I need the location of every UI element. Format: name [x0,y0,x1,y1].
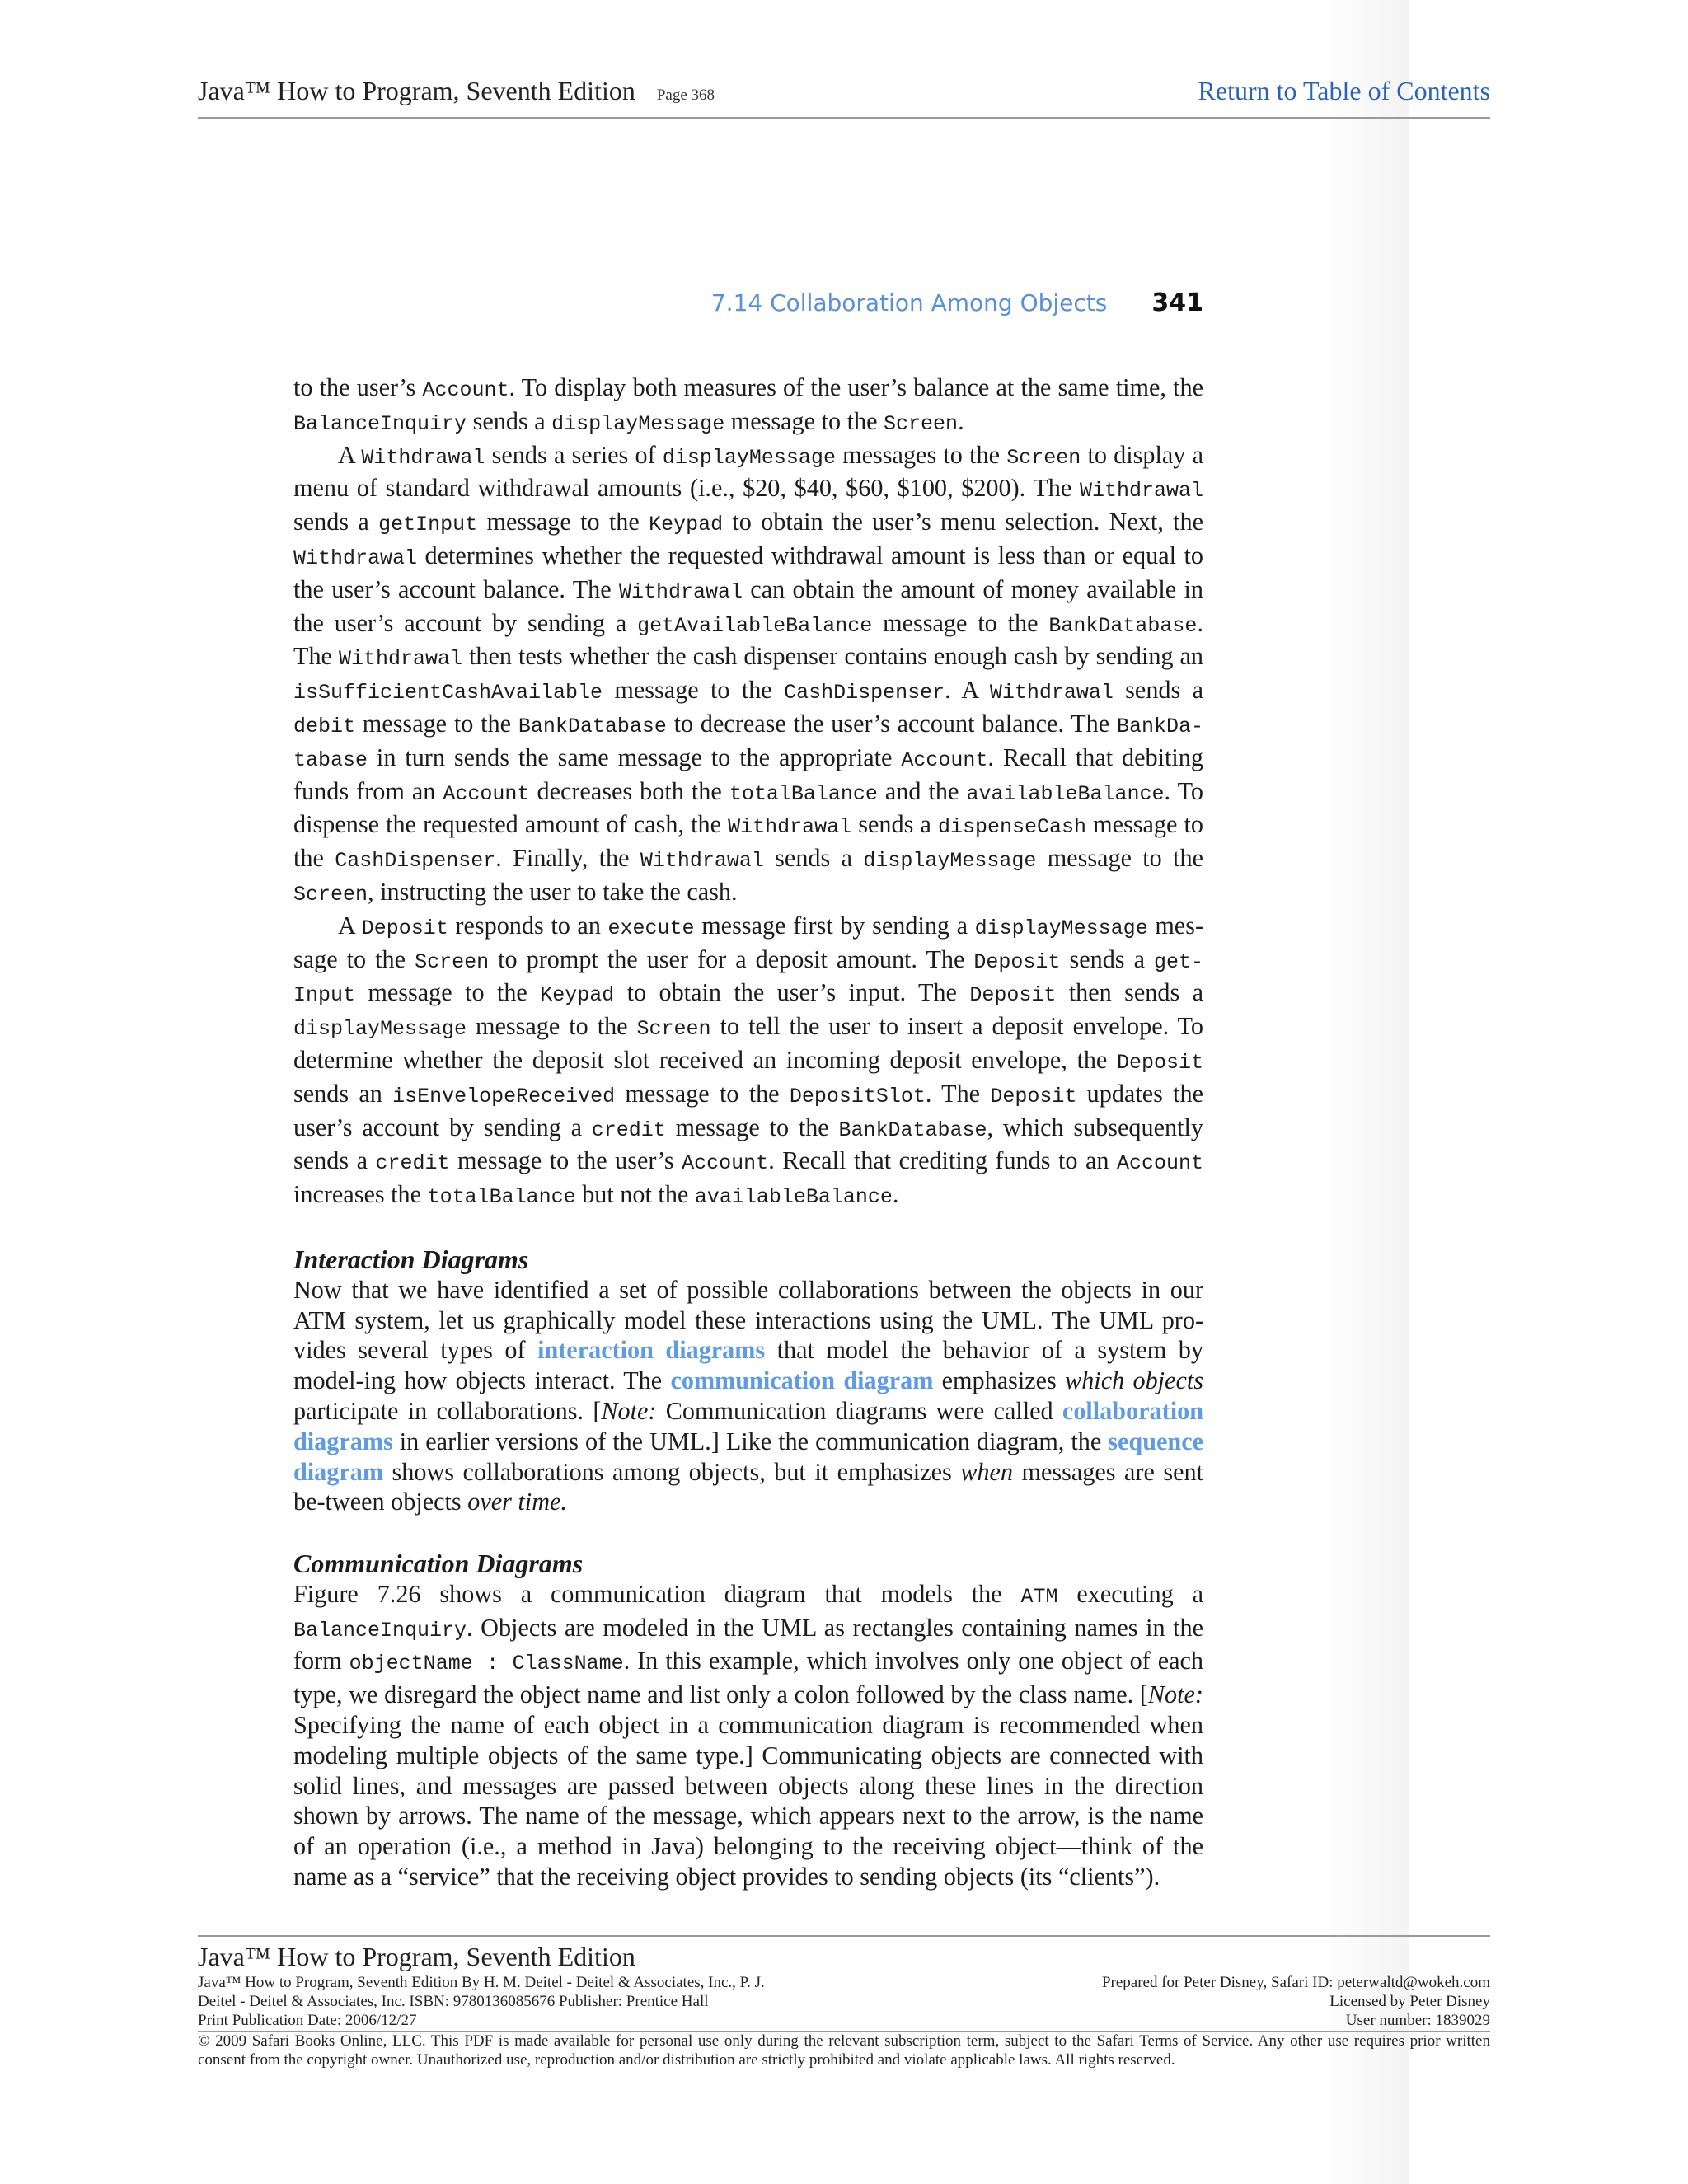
code-term: Deposit [969,983,1057,1008]
code-term: Screen [884,411,959,436]
code-term: Deposit [1116,1050,1203,1075]
text-run: Figure 7.26 shows a communication diagram that models the [293,1579,1021,1608]
text-run: increases the [293,1180,428,1209]
text-run: . The [925,1079,991,1108]
code-term: Withdrawal [293,546,418,570]
footer-prepared-for: Prepared for Peter Disney, Safari ID: peterwaltd@wokeh.com [1101,1974,1490,1991]
code-term: Account [682,1151,769,1176]
code-term: credit [591,1118,666,1142]
text-run: shows collaborations among objects, but it emphasizes [383,1457,961,1486]
text-run: in earlier versions of the UML.] Like the communication diagram, the [392,1427,1109,1455]
code-term: getAvailableBalance [637,613,873,638]
text-run: . The [293,608,1203,671]
text-run: sends a [763,844,864,873]
emphasis: when [960,1457,1013,1486]
paragraph [293,1275,1203,1517]
text-run: to tell the user to insert a deposit envelope. To determine whether the deposit slot received an incoming deposit envelope, the [293,1012,1203,1074]
code-term: BankDatabase [1048,613,1198,638]
emphasis: Note: [1147,1680,1203,1709]
text-run: . To display both measures of the user’s balance at the same time, the [509,373,1203,401]
text-run: sends a series of [485,440,663,469]
code-term: availableBalance [694,1185,893,1210]
footer-title: Java™ How to Program, Seventh Edition [198,1942,635,1971]
text-run: . [892,1180,899,1209]
key-term: interaction diagrams [537,1336,766,1365]
code-term: Screen [415,949,490,974]
text-run: to display a menu of standard withdrawal amounts (i.e., $20, $40, $60, $100, $200). The [293,440,1204,503]
text-run: . Objects are modeled in the UML as rectangles containing names in the form [293,1613,1203,1675]
text-run: in turn sends the same message to the appropriate [368,743,902,771]
text-run: participate in collaborations. [ [293,1396,602,1425]
book-title: Java™ How to Program, Seventh Edition Page 368 [198,76,715,105]
text-run: message to the [477,508,649,537]
footer-isbn: Deitel - Deitel & Associates, Inc. ISBN: 9780136085676 Publisher: Prentice Hall [198,1993,709,2010]
viewer-header [198,76,1490,119]
code-term: Account [1116,1151,1203,1176]
text-run: then sends a [1056,978,1203,1007]
code-term: BankDatabase [838,1118,987,1142]
code-term: BalanceInquiry [293,411,467,436]
text-run: messages to the [835,440,1007,469]
code-term: credit [375,1151,450,1176]
text-run: . Recall that debiting funds from an [293,743,1203,805]
text-run: . To dispense the requested amount of cash, the [293,776,1204,839]
text-run: . Finally, the [495,844,640,873]
code-term: Screen [293,882,368,907]
footer-user-number: User number: 1839029 [1345,2012,1490,2029]
text-run: message to the [293,810,1204,873]
code-term: Withdrawal [640,849,764,874]
text-run: sends a [1113,676,1204,705]
text-run: to decrease the user’s account balance. The [666,709,1117,738]
code-term: Withdrawal [361,445,485,470]
footer-print-date: Print Publication Date: 2006/12/27 [198,2012,417,2029]
emphasis: which objects [1065,1366,1203,1395]
paragraph [293,911,1203,1213]
code-term: Withdrawal [338,647,462,672]
text-run: message first by sending a [694,911,975,940]
text-run: updates the user’s account by sending a [293,1079,1203,1141]
code-term: getInput [378,513,478,537]
key-term: communication diagram [670,1366,934,1395]
paragraph [293,440,1203,911]
text-run: message to the [665,1113,839,1141]
text-run: Specifying the name of each object in a communication diagram is recommended when modeling multiple objects of the same type.] Communicating objects are connected with solid lines, and messages are passed between objects along these lines in the direction shown by arrows. The name of the message, which appears next to the arrow, is the name of an operation (i.e., a method in Java) belonging to the receiving object—think of the name as a “service” that the receiving object provides to sending objects (its “clients”). [293,1711,1203,1891]
code-term: Withdrawal [618,579,743,604]
code-term: availableBalance [966,781,1165,806]
page-edge-shading [1319,0,1409,2184]
emphasis: Note: [601,1396,657,1425]
page-footer [198,1935,1490,2069]
code-term: dispenseCash [937,815,1087,840]
text-run: message to the [615,1079,790,1108]
code-term: Account [901,748,988,772]
code-term: DepositSlot [789,1084,926,1108]
text-run: decreases both the [529,776,729,805]
code-term: Deposit [990,1084,1077,1108]
text-run: , which subsequently sends a [293,1113,1203,1175]
text-run: Now that we have identified a set of possible collaborations between the objects in our ATM system, let us graphically model these interactions using the UML. The UML pro-vides several types of [293,1275,1203,1365]
code-term: Account [422,378,509,402]
code-term: ATM [1020,1584,1058,1609]
text-run: messages are sent be-tween objects [293,1457,1203,1516]
text-run: message to the [603,676,785,705]
text-run: sends an [293,1079,393,1108]
text-run: sends a [467,406,552,435]
text-run: can obtain the amount of money available in the user’s account by sending a [293,574,1203,637]
running-head [659,288,1203,317]
code-term: Keypad [649,513,724,537]
code-term: get-Input [293,949,1204,1008]
text-run: to prompt the user for a deposit amount. The [489,944,974,973]
code-term: execute [607,916,695,940]
code-term: Withdrawal [728,815,852,840]
code-term: totalBalance [427,1185,576,1210]
code-term: Screen [1006,445,1081,470]
code-term: displayMessage [863,849,1037,874]
text-run: , instructing the user to take the cash. [368,877,738,906]
text-run: but not the [575,1180,695,1209]
text-run: message to the [355,709,518,738]
text-run: responds to an [448,911,608,940]
text-run: executing a [1057,1579,1203,1608]
text-run: . In this example, which involves only one object of each type, we disregard the object name and list only a colon followed by the class name. [ [293,1647,1203,1709]
code-term: isSufficientCashAvailable [293,681,603,705]
page-label: Page 368 [656,87,715,104]
footer-copyright: © 2009 Safari Books Online, LLC. This PDF is made available for personal use only during the relevant subscription term, subject to the Safari Terms of Service. Any other use requires prior written consent from the copyright owner. Unauthorized use, reproduction and/or distribution are strictly prohibited and violate applicable laws. All rights reserved. [198,2032,1490,2069]
text-run: . [958,406,964,435]
text-run: . A [945,676,990,705]
key-term: sequence diagram [293,1427,1203,1486]
code-term: Screen [636,1017,711,1042]
paragraph [293,1579,1203,1892]
text-run: message to the [355,978,541,1007]
text-run: sends a [1060,944,1154,973]
text-run: that model the behavior of a system by model-ing how objects interact. The [293,1336,1203,1395]
text-run: to obtain the user’s menu selection. Next, the [723,508,1203,537]
code-term: BankDatabase [518,714,667,738]
section-heading: Communication Diagrams [293,1549,584,1579]
footer-authors: Java™ How to Program, Seventh Edition By H. M. Deitel - Deitel & Associates, Inc., P. J. [198,1974,765,1991]
text-run: sends a [851,810,938,839]
text-run: message to the [724,406,884,435]
page-number: 341 [1151,288,1203,317]
code-term: Deposit [361,916,448,940]
section-heading: Interaction Diagrams [293,1244,529,1274]
text-run: to the user’s [293,373,423,401]
text-run: A [338,911,362,940]
code-term: BalanceInquiry [293,1618,467,1643]
text-run: emphasizes [933,1366,1066,1395]
text-run: mes-sage to the [293,911,1203,973]
text-run: message to the [872,608,1049,637]
text-run: determines whether the requested withdrawal amount is less than or equal to the user’s account balance. The [293,541,1203,603]
code-term: Deposit [973,949,1061,974]
paragraph [293,373,1203,440]
page-body [293,373,1203,1892]
key-term: collaboration diagrams [293,1396,1203,1455]
section-title: 7.14 Collaboration Among Objects [710,289,1108,316]
return-to-toc-link[interactable]: Return to Table of Contents [1198,76,1490,105]
code-term: debit [293,714,356,738]
emphasis: over time. [467,1488,567,1516]
text-run: and the [877,776,967,805]
code-term: Keypad [540,983,615,1008]
code-term: totalBalance [729,781,878,806]
code-term: CashDispenser [335,849,496,874]
text-run: to obtain the user’s input. The [614,978,970,1007]
text-run: message to the [467,1012,637,1041]
text-run: Communication diagrams were called [656,1396,1062,1425]
code-term: displayMessage [662,445,836,470]
text-run: . Recall that crediting funds to an [768,1146,1117,1175]
code-term: Account [443,781,530,806]
text-run: sends a [293,508,379,537]
code-term: displayMessage [293,1017,467,1042]
text-run: message to the [1036,844,1203,873]
text-run: A [338,440,362,469]
code-term: objectName : ClassName [349,1652,624,1676]
code-term: Withdrawal [1079,479,1203,504]
code-term: Withdrawal [989,681,1114,705]
code-term: BankDa-tabase [293,714,1203,772]
code-term: displayMessage [551,411,725,436]
code-term: CashDispenser [784,681,945,705]
code-term: displayMessage [974,916,1148,940]
footer-licensed-by: Licensed by Peter Disney [1329,1993,1490,2010]
code-term: isEnvelopeReceived [392,1084,616,1108]
text-run: then tests whether the cash dispenser contains enough cash by sending an [462,642,1204,671]
text-run: message to the user’s [449,1146,682,1175]
